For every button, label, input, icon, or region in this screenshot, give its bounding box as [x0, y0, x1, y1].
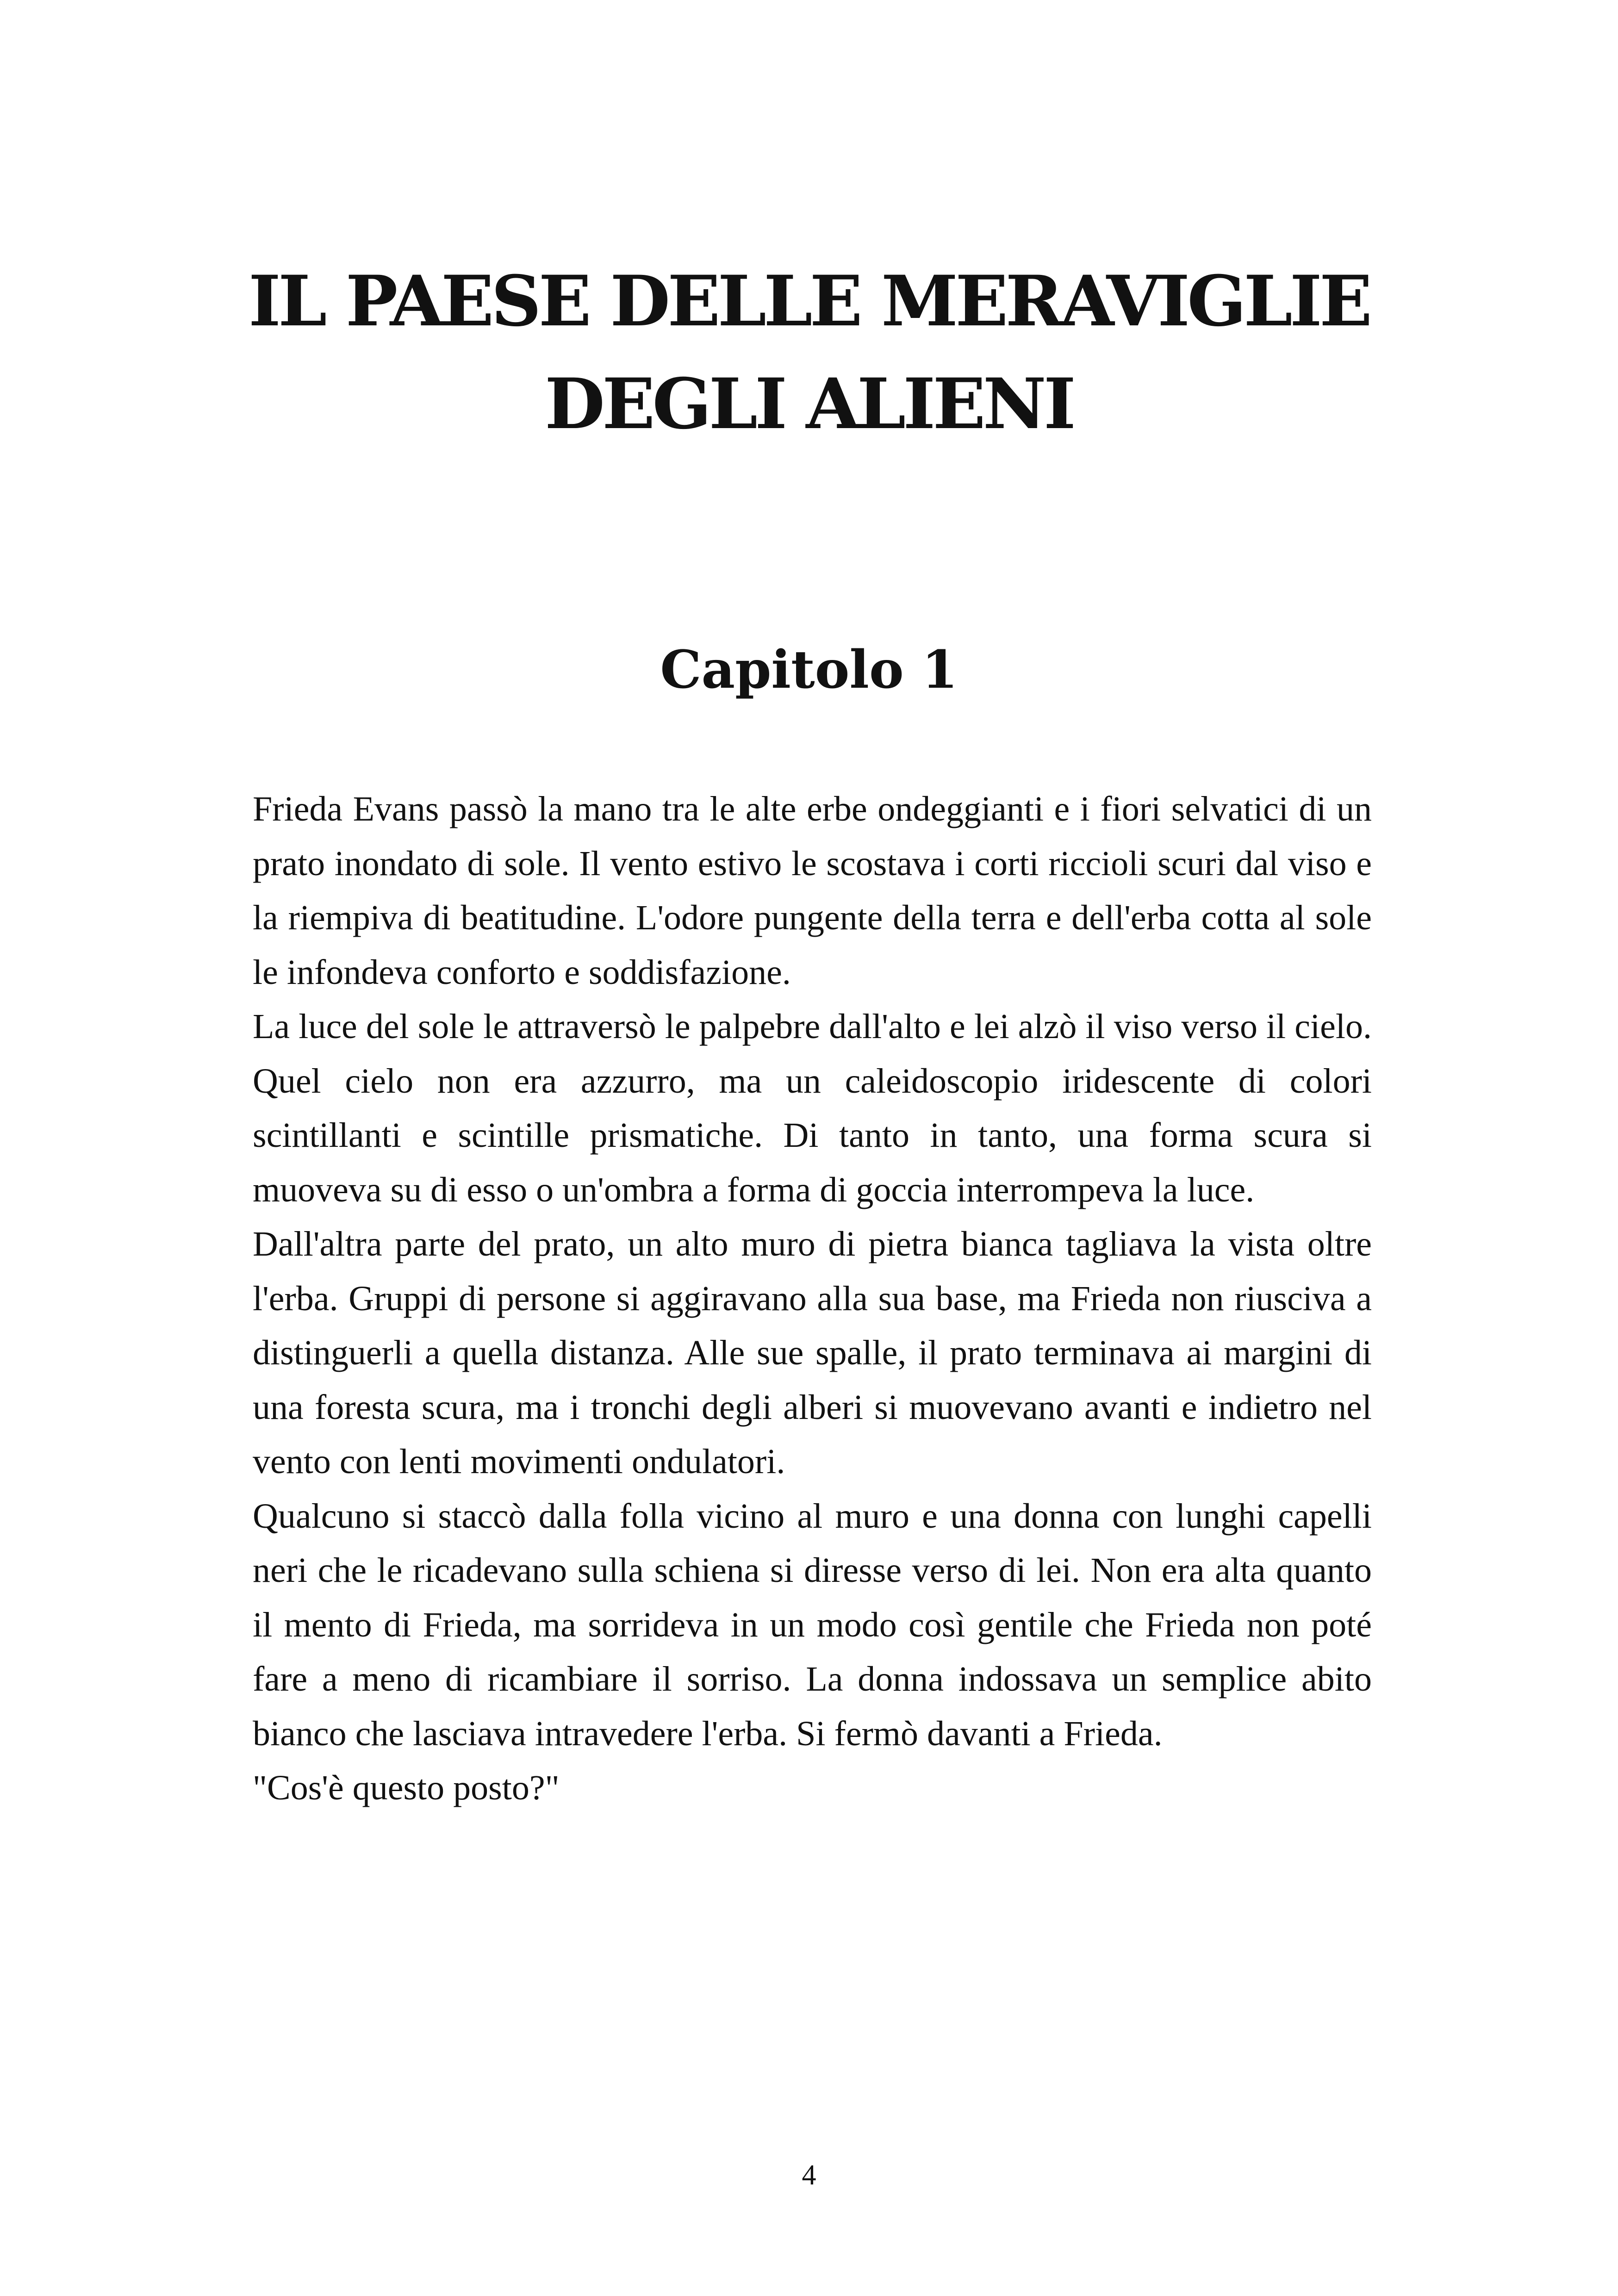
chapter-body — [253, 782, 1372, 1816]
book-title: IL PAESE DELLE MERAVIGLIE DEGLI ALIENI — [248, 261, 1370, 445]
chapter-title: Capitolo 1 — [660, 640, 958, 700]
page-number: 4 — [802, 2159, 816, 2191]
paragraph: Dall'altra parte del prato, un alto muro di pietra bianca tagliava la vista oltre l'erba. Gruppi di persone si aggiravano alla sua base, ma Frieda non riusciva a distinguerli a quella distanza. Alle sue spalle, il prato terminava ai margini di una foresta scura, ma i tronchi degli alberi si muovevano avanti e indietro nel vento con lenti movimenti ondulatori. — [253, 1225, 1372, 1481]
paragraph: Frieda Evans passò la mano tra le alte erbe ondeggianti e i fiori selvatici di un prato inondato di sole. Il vento estivo le scostava i corti riccioli scuri dal viso e la riempiva di beatitudine. L'odore pungente della terra e dell'erba cotta al sole le infondeva conforto e soddisfazione. — [253, 790, 1372, 992]
paragraph: La luce del sole le attraversò le palpebre dall'alto e lei alzò il viso verso il cielo. Quel cielo non era azzurro, ma un caleidoscopio iridescente di colori scintillanti e scintille prismatiche. Di tanto in tanto, una forma scura si muoveva su di esso o un'ombra a forma di goccia interrompeva la luce. — [253, 1007, 1372, 1209]
paragraph: Qualcuno si staccò dalla folla vicino al muro e una donna con lunghi capelli neri che le ricadevano sulla schiena si diresse verso di lei. Non era alta quanto il mento di Frieda, ma sorrideva in un modo così gentile che Frieda non poté fare a meno di ricambiare il sorriso. La donna indossava un semplice abito bianco che lasciava intravedere l'erba. Si fermò davanti a Frieda. — [253, 1496, 1372, 1753]
paragraph: "Cos'è questo posto?" — [253, 1768, 560, 1807]
